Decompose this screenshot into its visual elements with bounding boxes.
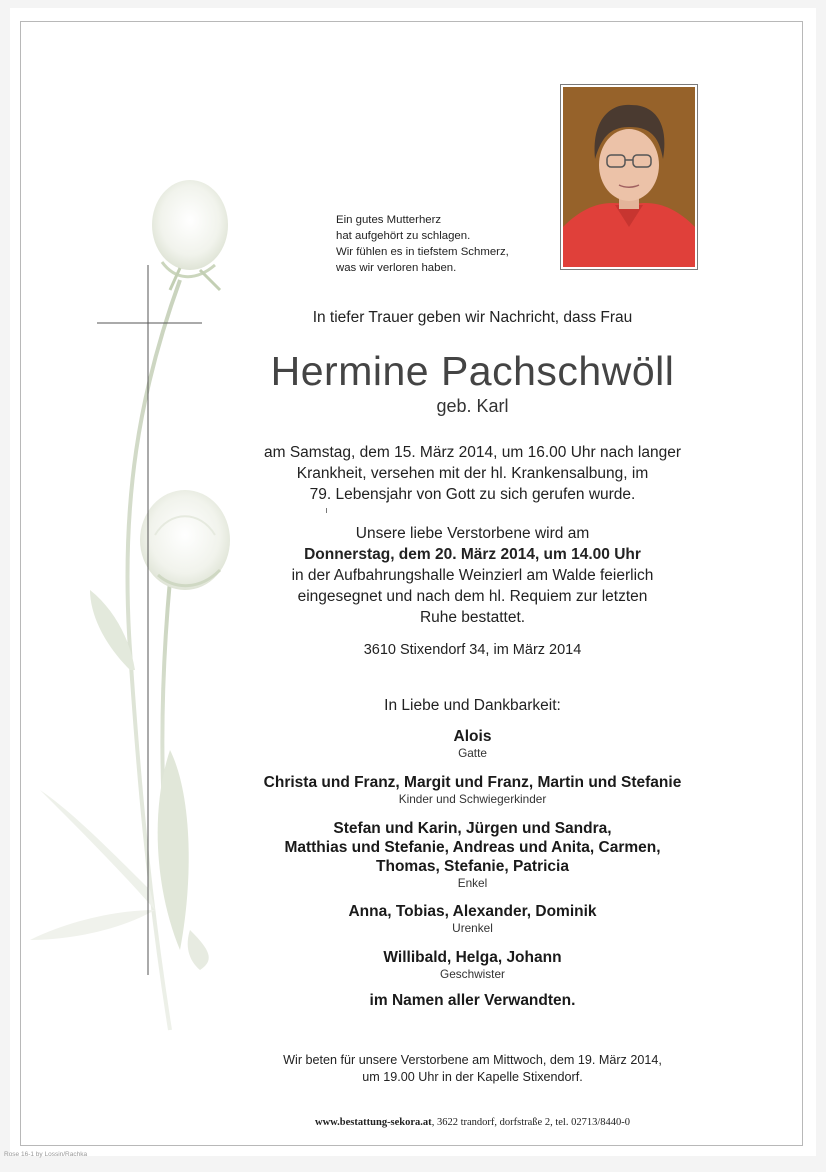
prayer-line: um 19.00 Uhr in der Kapelle Stixendorf.: [362, 1070, 583, 1084]
death-notice: [200, 442, 745, 505]
death-notice-line: Krankheit, versehen mit der hl. Krankensalbung, im: [296, 465, 649, 482]
funeral-date-time: Donnerstag, dem 20. März 2014, um 14.00 Uhr: [304, 546, 641, 563]
deceased-name: Hermine Pachschwöll: [270, 348, 675, 394]
mourner-names: Thomas, Stefanie, Patricia: [376, 858, 569, 875]
mourner-names: Matthias und Stefanie, Andreas und Anita, Carmen,: [284, 839, 661, 856]
poem-line: Wir fühlen es in tiefstem Schmerz,: [336, 246, 509, 258]
funeral-line: in der Aufbahrungshalle Weinzierl am Walde feierlich: [291, 567, 654, 584]
mourner-group: [200, 773, 745, 806]
memorial-poem: [336, 212, 509, 276]
death-notice-line: 79. Lebensjahr von Gott zu sich gerufen wurde.: [309, 486, 636, 503]
mourner-names: Alois: [453, 728, 492, 745]
poem-line: hat aufgehört zu schlagen.: [336, 230, 471, 242]
closing-line: im Namen aller Verwandten.: [369, 992, 576, 1009]
mourner-group: [200, 948, 745, 981]
place-date: 3610 Stixendorf 34, im März 2014: [363, 642, 582, 658]
mourner-names: Willibald, Helga, Johann: [383, 949, 562, 966]
birth-name: geb. Karl: [436, 396, 509, 416]
mourner-group: [200, 902, 745, 935]
funeral-line: Ruhe bestattet.: [419, 609, 526, 626]
funeral-details: [200, 523, 745, 628]
mourner-names: Anna, Tobias, Alexander, Dominik: [348, 903, 597, 920]
footer: [200, 1117, 745, 1128]
portrait-photo: [560, 84, 698, 270]
footer-address: , 3622 trandorf, dorfstraße 2, tel. 02713/8440-0: [431, 1117, 630, 1128]
mourner-role: Enkel: [457, 876, 488, 890]
poem-line: Ein gutes Mutterherz: [336, 214, 442, 226]
prayer-line: Wir beten für unsere Verstorbene am Mittwoch, dem 19. März 2014,: [283, 1053, 662, 1067]
mourner-names: Stefan und Karin, Jürgen und Sandra,: [333, 820, 612, 837]
mourner-group: [200, 727, 745, 760]
mourner-role: Urenkel: [452, 921, 493, 935]
mourner-role: Kinder und Schwiegerkinder: [398, 792, 547, 806]
death-notice-line: am Samstag, dem 15. März 2014, um 16.00 Uhr nach langer: [264, 444, 681, 461]
poem-line: was wir verloren haben.: [336, 262, 457, 274]
funeral-intro: Unsere liebe Verstorbene wird am: [355, 525, 590, 542]
thanks-heading: In Liebe und Dankbarkeit:: [384, 697, 561, 714]
announcement: In tiefer Trauer geben wir Nachricht, dass Frau: [312, 309, 633, 326]
mourner-role: Geschwister: [440, 967, 505, 981]
template-code: Rose 16-1 by Lossin/Rachka: [4, 1151, 88, 1158]
mourner-role: Gatte: [458, 746, 487, 760]
funeral-line: eingesegnet und nach dem hl. Requiem zur letzten: [297, 588, 648, 605]
mourner-group: [200, 819, 745, 890]
website-link[interactable]: www.bestattung-sekora.at: [315, 1117, 432, 1128]
scan-mark: [326, 508, 327, 513]
mourner-names: Christa und Franz, Margit und Franz, Martin und Stefanie: [263, 774, 682, 791]
prayer-notice: [200, 1052, 745, 1086]
